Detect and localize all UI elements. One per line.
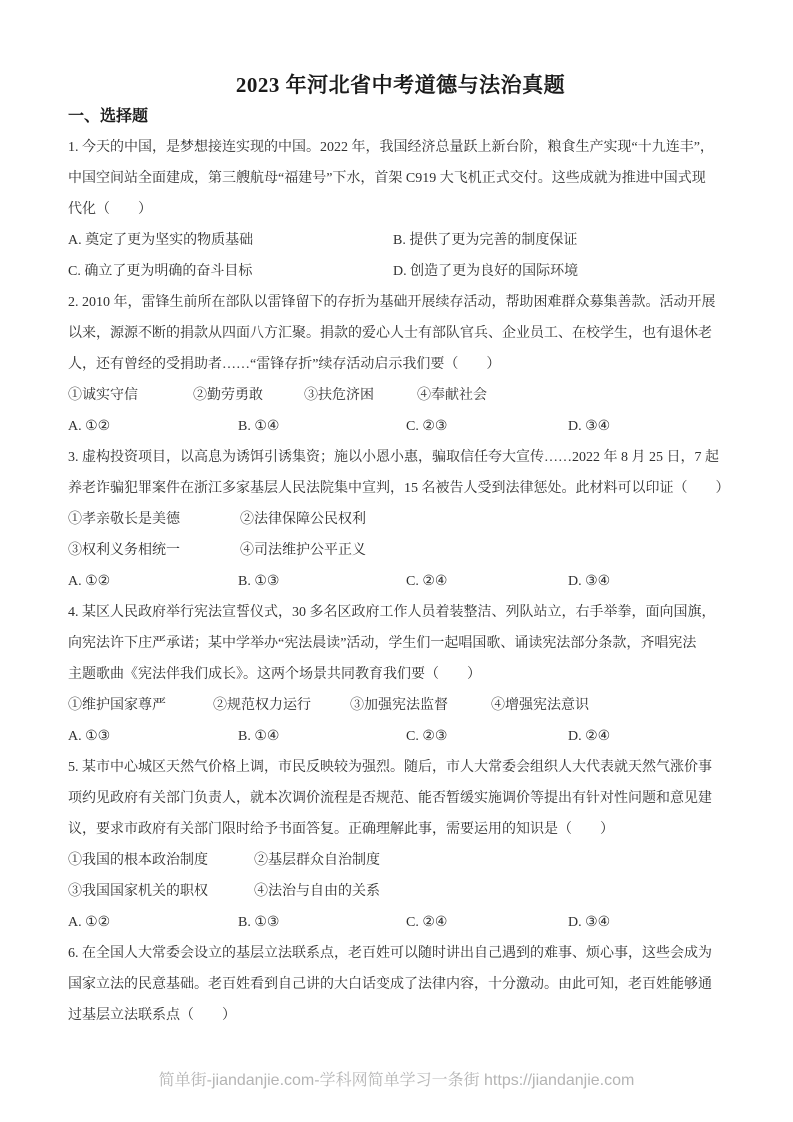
option-cell: B. ①③ xyxy=(238,573,280,589)
option-cell: B. 提供了更为完善的制度保证 xyxy=(393,232,578,248)
option-cell: D. ③④ xyxy=(568,418,611,434)
option-cell: D. ③④ xyxy=(568,573,611,589)
option-cell: C. 确立了更为明确的奋斗目标 xyxy=(68,263,253,279)
option-cell: ④增强宪法意识 xyxy=(491,697,589,713)
option-cell: ④司法维护公平正义 xyxy=(240,542,366,558)
question-5-options-row xyxy=(68,845,733,876)
section-heading: 一、选择题 xyxy=(68,107,149,125)
question-5-options-row xyxy=(68,907,733,938)
option-cell: C. ②④ xyxy=(406,914,448,930)
option-cell: B. ①④ xyxy=(238,418,280,434)
option-cell: ③我国国家机关的职权 xyxy=(68,883,208,899)
option-cell: ①维护国家尊严 xyxy=(68,697,166,713)
question-6-text-line: 国家立法的民意基础。老百姓看到自己讲的大白话变成了法律内容，十分激动。由此可知，老百姓能够通 xyxy=(68,976,712,992)
question-4-text-line: 向宪法许下庄严承诺；某中学举办“宪法晨读”活动，学生们一起唱国歌、诵读宪法部分条款，齐唱宪法 xyxy=(68,635,697,651)
option-cell: A. ①② xyxy=(68,573,111,589)
option-cell: ①孝亲敬长是美德 xyxy=(68,511,180,527)
option-cell: ①我国的根本政治制度 xyxy=(68,852,208,868)
question-3-text-line: 养老诈骗犯罪案件在浙江多家基层人民法院集中宣判，15 名被告人受到法律惩处。此材料可以印证（ ） xyxy=(68,480,730,496)
question-3-options-row xyxy=(68,566,733,597)
question-2-text-line: 2. 2010 年，雷锋生前所在部队以雷锋留下的存折为基础开展续存活动，帮助困难群众募集善款。活动开展 xyxy=(68,294,716,310)
question-2-options-row xyxy=(68,380,733,411)
option-cell: A. 奠定了更为坚实的物质基础 xyxy=(68,232,254,248)
option-cell: A. ①② xyxy=(68,418,111,434)
question-6-text-line: 6. 在全国人大常委会设立的基层立法联系点，老百姓可以随时讲出自己遇到的难事、烦心事，这些会成为 xyxy=(68,945,712,961)
option-cell: ③权利义务相统一 xyxy=(68,542,180,558)
option-cell: ③加强宪法监督 xyxy=(350,697,448,713)
option-cell: C. ②③ xyxy=(406,728,448,744)
option-cell: D. 创造了更为良好的国际环境 xyxy=(393,263,579,279)
option-cell: B. ①④ xyxy=(238,728,280,744)
questions xyxy=(68,132,733,1031)
question-1-options-row xyxy=(68,256,733,287)
question-2-text-line: 人，还有曾经的受捐助者……“雷锋存折”续存活动启示我们要（ ） xyxy=(68,356,501,372)
option-cell: ②法律保障公民权利 xyxy=(240,511,366,527)
question-1-text-line: 中国空间站全面建成，第三艘航母“福建号”下水，首架 C919 大飞机正式交付。这些成就为推进中国式现 xyxy=(68,170,706,186)
question-4-options-row xyxy=(68,690,733,721)
option-cell: D. ②④ xyxy=(568,728,611,744)
question-3-options-row xyxy=(68,535,733,566)
question-5-text-line: 议，要求市政府有关部门限时给予书面答复。正确理解此事，需要运用的知识是（ ） xyxy=(68,821,614,837)
question-3-text-line: 3. 虚构投资项目，以高息为诱饵引诱集资；施以小恩小惠，骗取信任夸大宣传……2022 年 8 月 25 日，7 起 xyxy=(68,449,719,465)
option-cell: B. ①③ xyxy=(238,914,280,930)
option-cell: A. ①③ xyxy=(68,728,111,744)
option-cell: ①诚实守信 xyxy=(68,387,138,403)
option-cell: ②规范权力运行 xyxy=(213,697,311,713)
option-cell: D. ③④ xyxy=(568,914,611,930)
question-4-text-line: 主题歌曲《宪法伴我们成长》。这两个场景共同教育我们要（ ） xyxy=(68,666,481,682)
question-1-options-row xyxy=(68,225,733,256)
question-5-text-line: 5. 某市中心城区天然气价格上调，市民反映较为强烈。随后，市人大常委会组织人大代表就天然气涨价事 xyxy=(68,759,712,775)
option-cell: ④奉献社会 xyxy=(417,387,487,403)
question-4-text-line: 4. 某区人民政府举行宪法宣誓仪式，30 多名区政府工作人员着装整洁、列队站立，右手举拳，面向国旗， xyxy=(68,604,716,620)
question-1-text-line: 代化（ ） xyxy=(68,201,152,217)
question-5-text-line: 项约见政府有关部门负责人，就本次调价流程是否规范、能否暂缓实施调价等提出有针对性问题和意见建 xyxy=(68,790,712,806)
question-4-options-row xyxy=(68,721,733,752)
option-cell: C. ②③ xyxy=(406,418,448,434)
option-cell: ②勤劳勇敢 xyxy=(193,387,263,403)
option-cell: C. ②④ xyxy=(406,573,448,589)
question-2-text-line: 以来，源源不断的捐款从四面八方汇聚。捐款的爱心人士有部队官兵、企业员工、在校学生，也有退休老 xyxy=(68,325,712,341)
option-cell: ④法治与自由的关系 xyxy=(254,883,380,899)
question-5-options-row xyxy=(68,876,733,907)
question-3-options-row xyxy=(68,504,733,535)
option-cell: A. ①② xyxy=(68,914,111,930)
watermark-footer: 简单街-jiandanjie.com-学科网简单学习一条街 https://jiandanjie.com xyxy=(158,1072,635,1089)
option-cell: ②基层群众自治制度 xyxy=(254,852,380,868)
option-cell: ③扶危济困 xyxy=(304,387,374,403)
question-6-text-line: 过基层立法联系点（ ） xyxy=(68,1007,236,1023)
question-2-options-row xyxy=(68,411,733,442)
question-1-text-line: 1. 今天的中国，是梦想接连实现的中国。2022 年，我国经济总量跃上新台阶，粮食生产实现“十九连丰”， xyxy=(68,139,714,155)
page-title: 2023 年河北省中考道德与法治真题 xyxy=(235,72,566,97)
